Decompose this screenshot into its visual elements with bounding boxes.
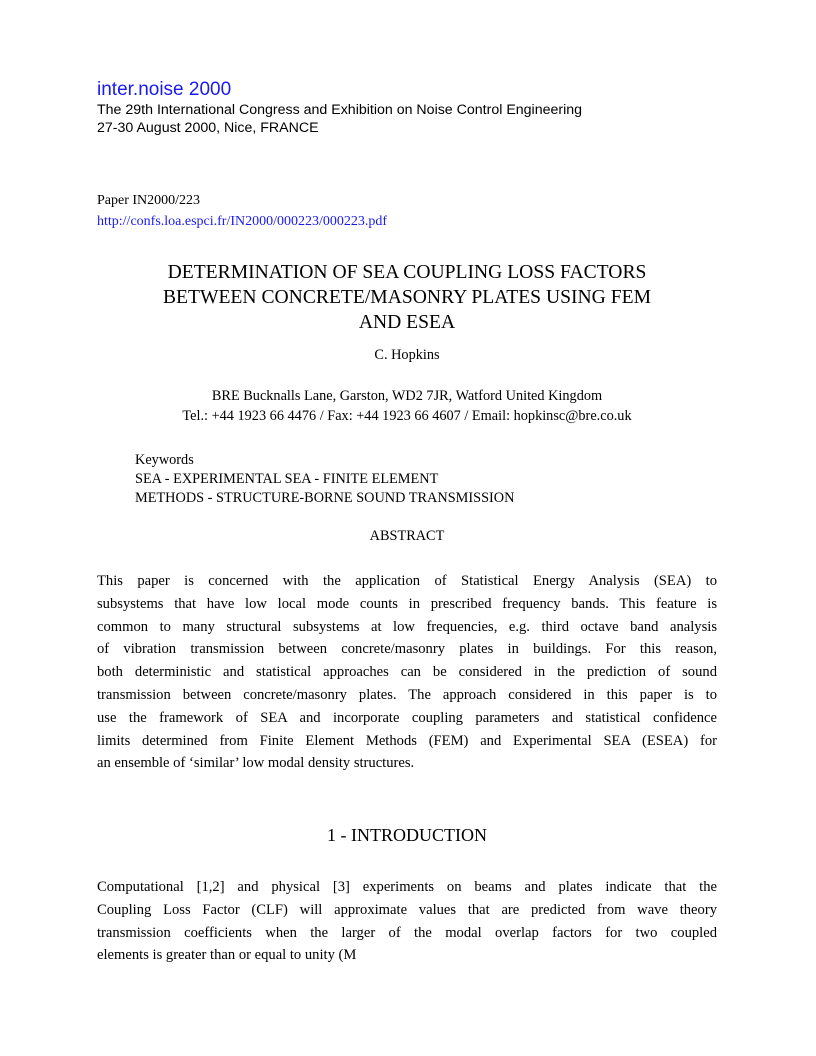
keywords-block (135, 451, 514, 508)
title-line: BETWEEN CONCRETE/MASONRY PLATES USING FEM (162, 287, 652, 308)
affiliation-address: BRE Bucknalls Lane, Garston, WD2 7JR, Watford United Kingdom (211, 388, 603, 404)
title-line: DETERMINATION OF SEA COUPLING LOSS FACTORS (167, 262, 647, 283)
abstract-heading: ABSTRACT (369, 528, 445, 544)
introduction-line: transmission coefficients when the larger of the modal overlap factors for two coupled (97, 924, 717, 941)
paper-id: Paper IN2000/223 (97, 193, 201, 208)
paper-url-link[interactable]: http://confs.loa.espci.fr/IN2000/000223/000223.pdf (97, 214, 388, 229)
introduction-heading: 1 - INTRODUCTION (327, 825, 487, 845)
keywords-line: METHODS - STRUCTURE-BORNE SOUND TRANSMISSION (135, 490, 515, 506)
introduction-line: Computational [1,2] and physical [3] experiments on beams and plates indicate that the (97, 879, 717, 895)
abstract-line: an ensemble of ‘similar’ low modal density structures. (97, 755, 415, 772)
introduction-line: elements is greater than or equal to unity (M (97, 947, 357, 964)
author-name: C. Hopkins (374, 347, 440, 363)
conference-name: inter.noise 2000 (97, 79, 232, 100)
abstract-line: of vibration transmission between concrete/masonry plates in buildings. For this reason, (97, 641, 717, 658)
keywords-line: SEA - EXPERIMENTAL SEA - FINITE ELEMENT (135, 471, 439, 487)
abstract-line: transmission between concrete/masonry plates. The approach considered in this paper is to (97, 686, 717, 703)
affiliation-contact: Tel.: +44 1923 66 4476 / Fax: +44 1923 66 4607 / Email: hopkinsc@bre.co.uk (182, 408, 632, 424)
abstract-paragraph (97, 570, 717, 775)
introduction-paragraph (97, 876, 717, 967)
paper-title (97, 260, 717, 335)
title-line: AND ESEA (358, 312, 456, 333)
abstract-line: subsystems that have low local mode counts in prescribed frequency bands. This feature is (97, 595, 717, 612)
keywords-label: Keywords (135, 452, 194, 468)
introduction-line: Coupling Loss Factor (CLF) will approximate values that are predicted from wave theory (97, 901, 717, 918)
abstract-line: This paper is concerned with the application of Statistical Energy Analysis (SEA) to (97, 573, 717, 589)
congress-line: The 29th International Congress and Exhibition on Noise Control Engineering (97, 102, 583, 118)
abstract-line: limits determined from Finite Element Methods (FEM) and Experimental SEA (ESEA) for (97, 732, 717, 749)
abstract-line: use the framework of SEA and incorporate coupling parameters and statistical confidence (97, 709, 717, 726)
abstract-line: common to many structural subsystems at low frequencies, e.g. third octave band analysis (97, 618, 717, 635)
conference-dates: 27-30 August 2000, Nice, FRANCE (97, 120, 319, 136)
abstract-line: both deterministic and statistical approaches can be considered in the prediction of sound (97, 664, 717, 681)
